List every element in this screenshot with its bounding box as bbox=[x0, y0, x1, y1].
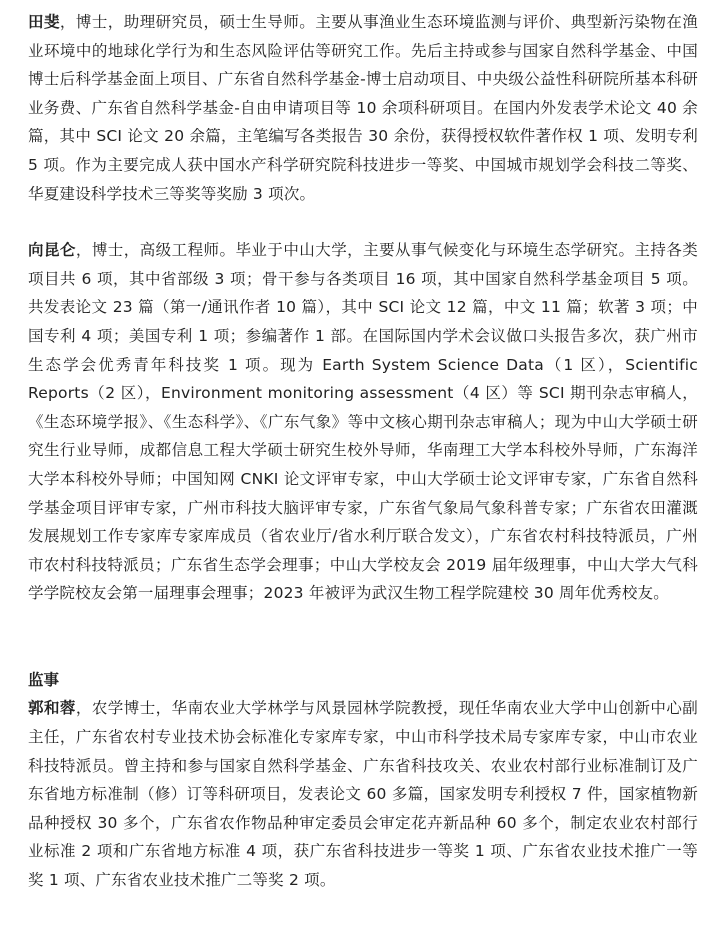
profile-guo-herong bbox=[28, 694, 698, 894]
profile-xiang-kunlun bbox=[28, 236, 698, 608]
person-name: 向昆仑 bbox=[28, 241, 76, 260]
section-heading-supervisors: 监事 bbox=[28, 670, 60, 689]
person-name: 田斐 bbox=[28, 13, 60, 31]
profile-tian-fei bbox=[28, 8, 698, 208]
profile-text: ，农学博士，华南农业大学林学与风景园林学院教授，现任华南农业大学中山创新中心副主任，广东省农村专业技术协会标准化专家库专家，中山市科学技术局专家库专家，中山市农业科技特派员。曾主持和参与国家自然科学基金、广东省科技攻关、农业农村部行业标准制订及广东省地方标准制（修）订等科研项目，发表论文 60 多篇，国家发明专利授权 7 件，国家植物新品种授权 30 多个，广东省农作物品种审定委员会审定花卉新品种 60 多个，制定农业农村部行业标准 2 项和广东省地方标准 4 项，获广东省科技进步一等奖 1 项、广东省农业技术推广一等奖 1 项、广东省农业技术推广二等奖 2 项。 bbox=[28, 699, 698, 890]
profile-text: ，博士，助理研究员，硕士生导师。主要从事渔业生态环境监测与评价、典型新污染物在渔业环境中的地球化学行为和生态风险评估等研究工作。先后主持或参与国家自然科学基金、中国博士后科学基金面上项目、广东省自然科学基金-博士启动项目、中央级公益性科研院所基本科研业务费、广东省自然科学基金-自由申请项目等 10 余项科研项目。在国内外发表学术论文 40 余篇，其中 SCI 论文 20 余篇，主笔编写各类报告 30 余份，获得授权软件著作权 1 项、发明专利 5 项。作为主要完成人获中国水产科学研究院科技进步一等奖、中国城市规划学会科技二等奖、华夏建设科学技术三等奖等奖励 3 项次。 bbox=[28, 13, 698, 203]
profile-text: ，博士，高级工程师。毕业于中山大学，主要从事气候变化与环境生态学研究。主持各类项目共 6 项，其中省部级 3 项；骨干参与各类项目 16 项，其中国家自然科学基金项目 5 项。共发表论文 23 篇（第一/通讯作者 10 篇），其中 SCI 论文 12 篇，中文 11 篇；软著 3 项；中国专利 4 项；美国专利 1 项；参编著作 1 部。在国际国内学术会议做口头报告多次，获广州市生态学会优秀青年科技奖 1 项。现为 Earth System Science Data（1 区），Scientific Reports（2 区），Environment monitoring assessment（4 区）等 SCI 期刊杂志审稿人，《生态环境学报》、《生态科学》、《广东气象》等中文核心期刊杂志审稿人；现为中山大学硕士研究生行业导师，成都信息工程大学硕士研究生校外导师，华南理工大学本科校外导师，广东海洋大学本科校外导师；中国知网 CNKI 论文评审专家，中山大学硕士论文评审专家，广东省自然科学基金项目评审专家，广州市科技大脑评审专家，广东省气象局气象科普专家；广东省农田灌溉发展规划工作专家库专家库成员（省农业厅/省水利厅联合发文），广东省农村科技特派员，广州市农村科技特派员；广东省生态学会理事；中山大学校友会 2019 届年级理事，中山大学大气科学学院校友会第一届理事会理事；2023 年被评为武汉生物工程学院建校 30 周年优秀校友。 bbox=[28, 241, 698, 603]
person-name: 郭和蓉 bbox=[28, 699, 76, 718]
document-page bbox=[28, 8, 698, 895]
